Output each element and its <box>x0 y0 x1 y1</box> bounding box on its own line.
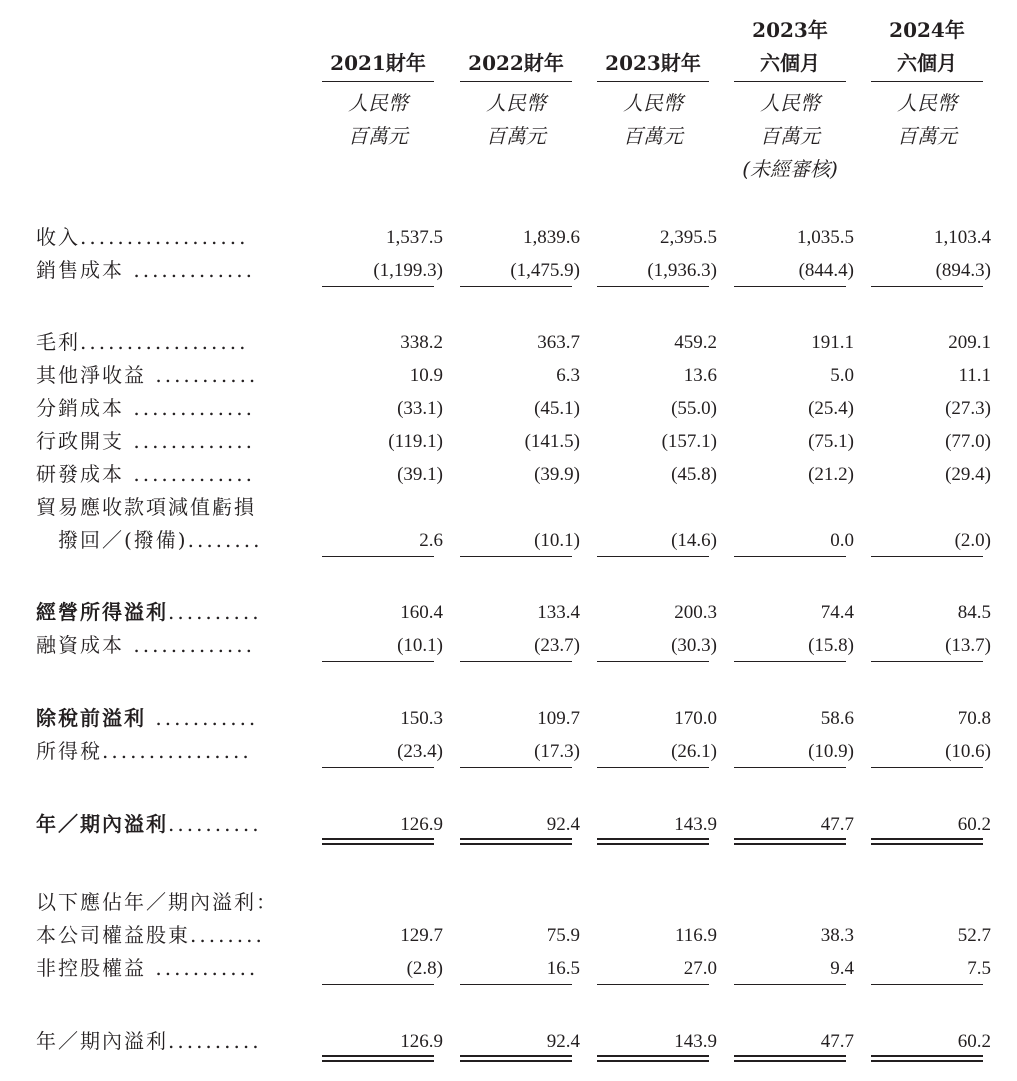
leader-dots: ............. <box>124 429 256 453</box>
leader-dots: ............. <box>124 462 256 486</box>
leader-dots: .......... <box>168 1029 262 1053</box>
table-cell: (13.7) <box>945 635 991 656</box>
leader-dots: .................. <box>80 330 249 354</box>
subtotal-rule <box>734 286 846 287</box>
row-label-text: 經營所得溢利 <box>36 600 168 624</box>
table-cell: 5.0 <box>830 365 854 386</box>
row-label <box>36 326 248 359</box>
subtotal-rule <box>460 984 572 985</box>
leader-dots: .......... <box>168 812 262 836</box>
currency-label: 人民幣 <box>897 91 957 115</box>
table-cell: (27.3) <box>945 398 991 419</box>
row-label <box>36 629 255 662</box>
total-double-rule <box>597 1055 709 1062</box>
table-cell: (39.9) <box>534 464 580 485</box>
row-label <box>36 359 258 392</box>
table-cell: (45.8) <box>671 464 717 485</box>
unit-label: 百萬元 <box>348 124 408 148</box>
subtotal-rule <box>460 286 572 287</box>
row-label <box>36 1025 262 1058</box>
column-title: 2023財年 <box>605 51 701 75</box>
table-cell: (119.1) <box>388 431 443 452</box>
subtotal-rule <box>734 767 846 768</box>
table-cell: 209.1 <box>948 332 991 353</box>
row-label-text: 所得稅 <box>36 739 102 763</box>
row-label-text: 毛利 <box>36 330 80 354</box>
table-cell: (1,199.3) <box>373 260 443 281</box>
column-title: 六個月 <box>760 51 820 75</box>
table-cell: 143.9 <box>674 1031 717 1052</box>
row-label <box>36 702 258 735</box>
row-label <box>36 524 262 557</box>
row-label <box>36 254 255 287</box>
unit-label: 百萬元 <box>486 124 546 148</box>
table-cell: (17.3) <box>534 741 580 762</box>
subtotal-rule <box>597 661 709 662</box>
row-label <box>36 458 255 491</box>
table-cell: 200.3 <box>674 602 717 623</box>
column-title: 2021財年 <box>330 51 426 75</box>
subtotal-rule <box>597 767 709 768</box>
table-cell: 160.4 <box>400 602 443 623</box>
table-cell: (844.4) <box>798 260 854 281</box>
leader-dots: .......... <box>168 600 262 624</box>
table-cell: 6.3 <box>556 365 580 386</box>
table-cell: (1,936.3) <box>647 260 717 281</box>
table-cell: 60.2 <box>957 1031 991 1052</box>
table-cell: 1,035.5 <box>797 227 854 248</box>
table-cell: 58.6 <box>820 708 854 729</box>
table-cell: (77.0) <box>945 431 991 452</box>
table-cell: 13.6 <box>683 365 717 386</box>
column-year: 2024年 <box>889 18 965 42</box>
subtotal-rule <box>871 661 983 662</box>
table-cell: (157.1) <box>661 431 717 452</box>
row-label <box>36 735 252 768</box>
row-label-text: 研發成本 <box>36 462 124 486</box>
table-cell: 363.7 <box>537 332 580 353</box>
currency-label: 人民幣 <box>348 91 408 115</box>
leader-dots: ................ <box>102 739 252 763</box>
table-cell: (29.4) <box>945 464 991 485</box>
subtotal-rule <box>322 286 434 287</box>
table-cell: 1,537.5 <box>386 227 443 248</box>
table-cell: (55.0) <box>671 398 717 419</box>
table-cell: 74.4 <box>820 602 854 623</box>
leader-dots: ........... <box>146 363 259 387</box>
table-cell: 7.5 <box>967 958 991 979</box>
subtotal-rule <box>871 286 983 287</box>
subtotal-rule <box>460 556 572 557</box>
subtotal-rule <box>734 556 846 557</box>
subtotal-rule <box>597 984 709 985</box>
table-cell: 70.8 <box>957 708 991 729</box>
header-underline <box>871 81 983 82</box>
subtotal-rule <box>322 767 434 768</box>
table-cell: 10.9 <box>409 365 443 386</box>
table-cell: 92.4 <box>546 1031 580 1052</box>
leader-dots: ............. <box>124 396 256 420</box>
table-cell: 1,839.6 <box>523 227 580 248</box>
total-double-rule <box>460 1055 572 1062</box>
table-cell: 47.7 <box>820 814 854 835</box>
subtotal-rule <box>322 661 434 662</box>
unit-label: 百萬元 <box>760 124 820 148</box>
row-label-text: 銷售成本 <box>36 258 124 282</box>
leader-dots: ........ <box>190 923 265 947</box>
table-cell: (39.1) <box>397 464 443 485</box>
table-cell: (141.5) <box>524 431 580 452</box>
row-label <box>36 952 258 985</box>
leader-dots: ........... <box>146 956 259 980</box>
table-cell: 38.3 <box>820 925 854 946</box>
table-cell: (894.3) <box>935 260 991 281</box>
subtotal-rule <box>871 767 983 768</box>
header-underline <box>734 81 846 82</box>
column-title: 2022財年 <box>468 51 564 75</box>
table-cell: (30.3) <box>671 635 717 656</box>
subtotal-rule <box>460 661 572 662</box>
currency-label: 人民幣 <box>486 91 546 115</box>
column-year: 2023年 <box>752 18 828 42</box>
table-cell: (2.0) <box>954 530 991 551</box>
table-cell: 11.1 <box>958 365 991 386</box>
subtotal-rule <box>322 984 434 985</box>
row-label <box>36 221 248 254</box>
table-cell: (10.9) <box>808 741 854 762</box>
total-double-rule <box>460 838 572 845</box>
table-cell: 52.7 <box>957 925 991 946</box>
unit-label: 百萬元 <box>897 124 957 148</box>
header-underline <box>322 81 434 82</box>
row-label <box>36 886 278 919</box>
row-label-text: 年／期內溢利 <box>36 812 168 836</box>
total-double-rule <box>322 1055 434 1062</box>
leader-dots: ............. <box>124 633 256 657</box>
table-cell: (14.6) <box>671 530 717 551</box>
table-cell: (21.2) <box>808 464 854 485</box>
table-cell: 109.7 <box>537 708 580 729</box>
row-label <box>36 596 262 629</box>
table-cell: 338.2 <box>400 332 443 353</box>
table-cell: 60.2 <box>957 814 991 835</box>
row-label-text: 收入 <box>36 225 80 249</box>
total-double-rule <box>734 1055 846 1062</box>
table-cell: 75.9 <box>546 925 580 946</box>
row-label-text: 本公司權益股東 <box>36 923 190 947</box>
table-cell: 133.4 <box>537 602 580 623</box>
table-cell: 459.2 <box>674 332 717 353</box>
table-cell: (45.1) <box>534 398 580 419</box>
table-cell: 2.6 <box>419 530 443 551</box>
table-cell: (75.1) <box>808 431 854 452</box>
subtotal-rule <box>322 556 434 557</box>
table-cell: (10.1) <box>534 530 580 551</box>
unaudited-note: (未經審核) <box>742 157 838 181</box>
subtotal-rule <box>734 984 846 985</box>
header-underline <box>460 81 572 82</box>
table-cell: 0.0 <box>830 530 854 551</box>
table-cell: (23.4) <box>397 741 443 762</box>
row-label-text: 分銷成本 <box>36 396 124 420</box>
row-label <box>36 425 255 458</box>
table-cell: (33.1) <box>397 398 443 419</box>
total-double-rule <box>734 838 846 845</box>
table-cell: 47.7 <box>820 1031 854 1052</box>
row-label <box>36 808 262 841</box>
column-title: 六個月 <box>897 51 957 75</box>
subtotal-rule <box>871 556 983 557</box>
table-cell: 116.9 <box>674 925 717 946</box>
table-cell: 170.0 <box>674 708 717 729</box>
subtotal-rule <box>597 286 709 287</box>
table-cell: (2.8) <box>406 958 443 979</box>
table-cell: 150.3 <box>400 708 443 729</box>
leader-dots: .................. <box>80 225 249 249</box>
row-label-text: 其他淨收益 <box>36 363 146 387</box>
row-label-text: 除稅前溢利 <box>36 706 146 730</box>
table-cell: (1,475.9) <box>510 260 580 281</box>
leader-dots: ........ <box>187 528 263 552</box>
table-cell: 129.7 <box>400 925 443 946</box>
table-cell: 1,103.4 <box>934 227 991 248</box>
table-cell: 2,395.5 <box>660 227 717 248</box>
table-cell: 16.5 <box>546 958 580 979</box>
table-cell: 143.9 <box>674 814 717 835</box>
leader-dots: ........... <box>146 706 259 730</box>
leader-dots: ............. <box>124 258 256 282</box>
table-cell: 27.0 <box>683 958 717 979</box>
row-label-text: 撥回／(撥備) <box>36 528 188 552</box>
unit-label: 百萬元 <box>623 124 683 148</box>
row-label <box>36 392 255 425</box>
row-label-text: 年／期內溢利 <box>36 1029 168 1053</box>
table-cell: 9.4 <box>830 958 854 979</box>
table-cell: 84.5 <box>957 602 991 623</box>
currency-label: 人民幣 <box>623 91 683 115</box>
row-label <box>36 919 265 952</box>
row-label-text: 行政開支 <box>36 429 124 453</box>
currency-label: 人民幣 <box>760 91 820 115</box>
table-cell: (15.8) <box>808 635 854 656</box>
subtotal-rule <box>460 767 572 768</box>
table-cell: (10.1) <box>397 635 443 656</box>
total-double-rule <box>322 838 434 845</box>
row-label-text: 非控股權益 <box>36 956 146 980</box>
table-cell: (10.6) <box>945 741 991 762</box>
total-double-rule <box>871 1055 983 1062</box>
table-cell: (23.7) <box>534 635 580 656</box>
subtotal-rule <box>871 984 983 985</box>
row-label-text: 以下應佔年／期內溢利： <box>36 890 278 914</box>
table-cell: 126.9 <box>400 1031 443 1052</box>
table-cell: 92.4 <box>546 814 580 835</box>
table-cell: (25.4) <box>808 398 854 419</box>
total-double-rule <box>871 838 983 845</box>
row-label-text: 融資成本 <box>36 633 124 657</box>
table-cell: 191.1 <box>811 332 854 353</box>
subtotal-rule <box>734 661 846 662</box>
table-cell: 126.9 <box>400 814 443 835</box>
row-label-text: 貿易應收款項減值虧損 <box>36 495 256 519</box>
table-cell: (26.1) <box>671 741 717 762</box>
total-double-rule <box>597 838 709 845</box>
header-underline <box>597 81 709 82</box>
subtotal-rule <box>597 556 709 557</box>
row-label <box>36 491 256 524</box>
